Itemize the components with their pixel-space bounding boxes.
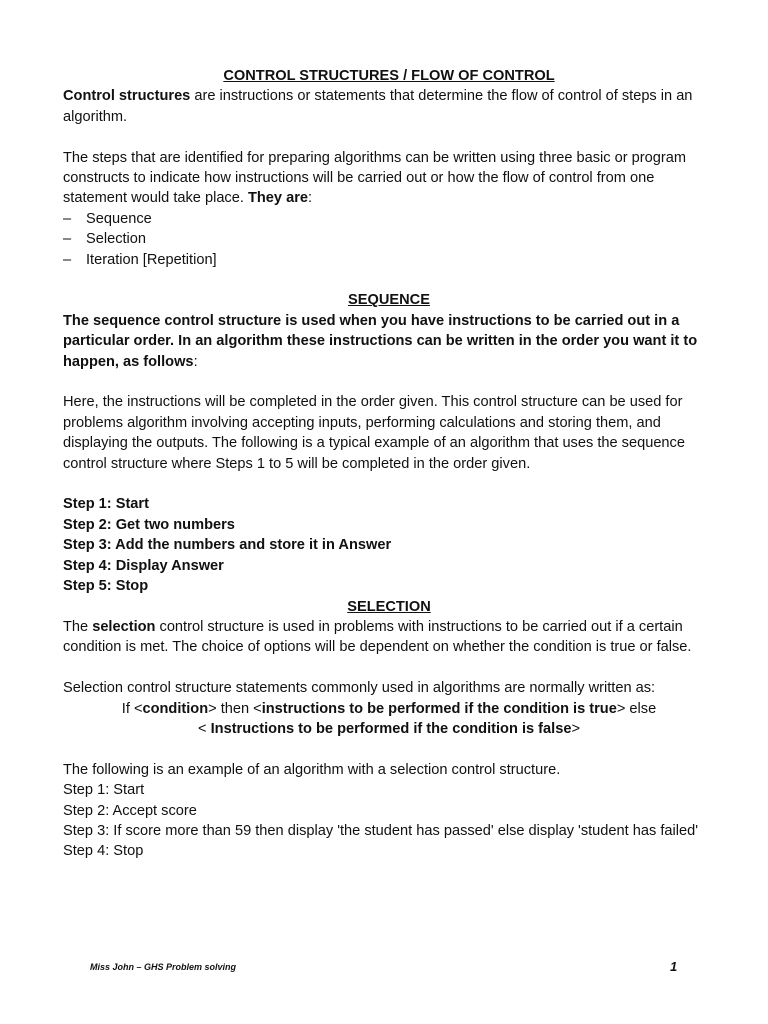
- selection-step: Step 2: Accept score: [63, 802, 197, 819]
- sequence-step: Step 1: Start: [63, 496, 149, 513]
- intro-text: are instructions or statements that determine the flow of control of steps in an algorithm.: [63, 88, 693, 125]
- sequence-step: Step 4: Display Answer: [63, 557, 224, 574]
- syntax-then: > then <: [208, 700, 262, 717]
- constructs-list: [63, 209, 715, 270]
- selection-syntax-intro: Selection control structure statements commonly used in algorithms are normally written as:: [63, 680, 656, 697]
- syntax-false-part: Instructions to be performed if the condition is false: [210, 720, 572, 737]
- selection-step: Step 1: Start: [63, 782, 145, 799]
- syntax-true-part: instructions to be performed if the condition is true: [261, 700, 617, 717]
- selection-example-intro: The following is an example of an algorithm with a selection control structure.: [63, 761, 561, 778]
- constructs-colon: :: [308, 190, 313, 207]
- syntax-open: <: [198, 720, 211, 737]
- sequence-definition-paragraph: [63, 311, 715, 372]
- sequence-step: Step 3: Add the numbers and store it in Answer: [63, 537, 392, 554]
- syntax-condition: condition: [142, 700, 209, 717]
- list-item: – Selection: [63, 229, 715, 249]
- selection-definition-paragraph: [63, 617, 715, 658]
- syntax-else: > else: [616, 700, 657, 717]
- selection-syntax-line-1: [63, 699, 715, 719]
- intro-paragraph: [63, 86, 715, 127]
- they-are-text: They are: [247, 190, 308, 207]
- spacer: [63, 658, 715, 678]
- intro-term: Control structures: [63, 88, 191, 105]
- sequence-definition-colon: :: [193, 353, 198, 370]
- selection-step: Step 3: If score more than 59 then display 'the student has passed' else display 'student has failed': [63, 822, 699, 839]
- sequence-heading: SEQUENCE: [348, 292, 430, 309]
- document-title: CONTROL STRUCTURES / FLOW OF CONTROL: [223, 68, 555, 84]
- footer-author: Miss John – GHS Problem solving: [90, 962, 237, 972]
- syntax-close: >: [571, 720, 580, 737]
- selection-syntax-line-2: [63, 719, 715, 739]
- sequence-explanation: Here, the instructions will be completed in the order given. This control structure can be used for problems algorithm involving accepting inputs, performing calculations and storing them, and displaying the outputs. The following is a typical example of an algorithm that uses the sequence control structure where Steps 1 to 5 will be completed in the order given.: [63, 394, 685, 472]
- sequence-step: Step 2: Get two numbers: [63, 516, 235, 533]
- selection-lead: The: [63, 618, 93, 635]
- list-item: – Sequence: [63, 209, 715, 229]
- page-number: 1: [670, 959, 678, 974]
- selection-step: Step 4: Stop: [63, 843, 144, 860]
- spacer: [63, 474, 715, 494]
- spacer: [63, 739, 715, 759]
- selection-term: selection: [92, 618, 156, 635]
- document-body: [63, 66, 715, 862]
- sequence-definition: The sequence control structure is used when you have instructions to be carried out in a particular order. In an algorithm these instructions can be written in the order you want it to happen, as follows: [63, 312, 698, 370]
- constructs-text: The steps that are identified for preparing algorithms can be written using three basic or program constructs to indicate how instructions will be carried out or how the flow of control from one statement would take place.: [63, 149, 686, 207]
- sequence-step: Step 5: Stop: [63, 578, 149, 595]
- syntax-if: If <: [121, 700, 143, 717]
- selection-heading: SELECTION: [347, 598, 431, 615]
- selection-text: control structure is used in problems with instructions to be carried out if a certain condition is met. The choice of options will be dependent on whether the condition is true or false.: [63, 618, 692, 656]
- spacer: [63, 372, 715, 392]
- spacer: [63, 127, 715, 147]
- spacer: [63, 270, 715, 290]
- constructs-paragraph: [63, 148, 715, 209]
- list-item: – Iteration [Repetition]: [63, 250, 715, 270]
